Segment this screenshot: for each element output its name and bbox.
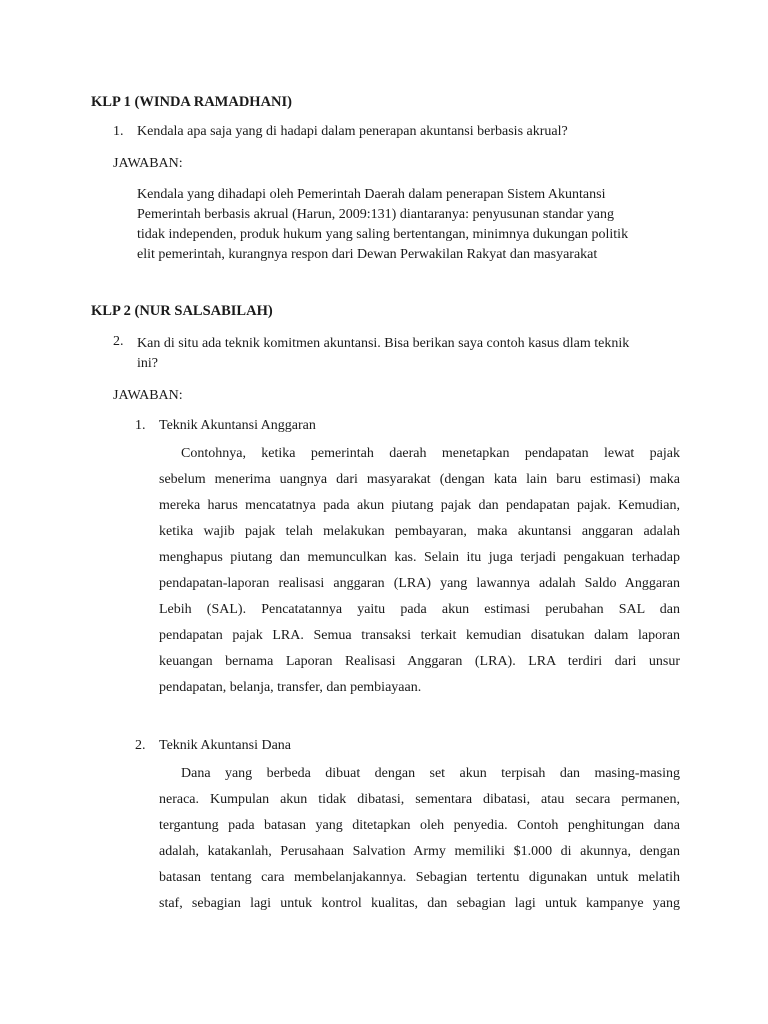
klp2-question-number: 2.	[113, 334, 124, 349]
klp1-answer-text	[137, 185, 628, 265]
klp2-question	[137, 334, 629, 374]
klp1-answer-line: elit pemerintah, kurangnya respon dari Dewan Perwakilan Rakyat dan masyarakat	[137, 247, 598, 262]
klp2-question-line: Kan di situ ada teknik komitmen akuntansi. Bisa berikan saya contoh kasus dlam teknik	[137, 336, 630, 351]
klp1-answer-line: Kendala yang dihadapi oleh Pemerintah Daerah dalam penerapan Sistem Akuntansi	[137, 187, 606, 202]
item-1-line: pendapatan pajak LRA. Semua transaksi terkait kemudian disatukan dalam laporan	[159, 628, 680, 643]
klp1-question: Kendala apa saja yang di hadapi dalam penerapan akuntansi berbasis akrual?	[137, 124, 568, 139]
item-2-line: staf, sebagian lagi untuk kontrol kualitas, dan sebagian lagi untuk kampanye yang	[159, 896, 680, 911]
klp1-answer-line: Pemerintah berbasis akrual (Harun, 2009:131) diantaranya: penyusunan standar yang	[137, 207, 615, 222]
klp2-question-line: ini?	[137, 356, 158, 371]
item-1-line: keuangan bernama Laporan Realisasi Anggaran (LRA). LRA terdiri dari unsur	[159, 654, 680, 669]
item-1-number: 1.	[135, 418, 146, 433]
item-1-line: pendapatan, belanja, transfer, dan pembiayaan.	[159, 680, 422, 695]
klp1-answer-line: tidak independen, produk hukum yang saling bertentangan, minimnya dukungan politik	[137, 227, 629, 242]
item-1-line: ketika wajib pajak telah melakukan pembayaran, maka akuntansi anggaran adalah	[159, 524, 680, 539]
item-2-line: neraca. Kumpulan akun tidak dibatasi, sementara dibatasi, atau secara permanen,	[159, 792, 680, 807]
klp2-heading: KLP 2 (NUR SALSABILAH)	[91, 303, 273, 319]
item-1-line: Lebih (SAL). Pencatatannya yaitu pada akun estimasi perubahan SAL dan	[159, 602, 680, 617]
item-1-line: pendapatan-laporan realisasi anggaran (LRA) yang lawannya adalah Saldo Anggaran	[159, 576, 680, 591]
item-1-line: Contohnya, ketika pemerintah daerah menetapkan pendapatan lewat pajak	[181, 446, 680, 461]
item-2-line: tergantung pada batasan yang ditetapkan oleh penyedia. Contoh penghitungan dana	[159, 818, 680, 833]
item-1-line: mereka harus mencatatnya pada akun piutang pajak dan pendapatan pajak. Kemudian,	[159, 498, 680, 513]
klp1-heading: KLP 1 (WINDA RAMADHANI)	[91, 94, 292, 110]
item-2-number: 2.	[135, 738, 146, 753]
item-1-line: menghapus piutang dan memunculkan kas. Selain itu juga terjadi pengakuan terhadap	[159, 550, 680, 565]
klp1-answer-label: JAWABAN:	[113, 156, 183, 171]
item-2-line: adalah, katakanlah, Perusahaan Salvation Army memiliki $1.000 di akunnya, dengan	[159, 844, 680, 859]
item-1-line: sebelum menerima uangnya dari masyarakat (dengan kata lain baru estimasi) maka	[159, 472, 680, 487]
klp2-answer-label: JAWABAN:	[113, 388, 183, 403]
item-2-line: Dana yang berbeda dibuat dengan set akun terpisah dan masing-masing	[181, 766, 680, 781]
klp1-question-number: 1.	[113, 124, 124, 139]
item-1-title: Teknik Akuntansi Anggaran	[159, 418, 316, 433]
item-2-title: Teknik Akuntansi Dana	[159, 738, 291, 753]
item-2-line: batasan tentang cara membelanjakannya. Sebagian tertentu digunakan untuk melatih	[159, 870, 680, 885]
